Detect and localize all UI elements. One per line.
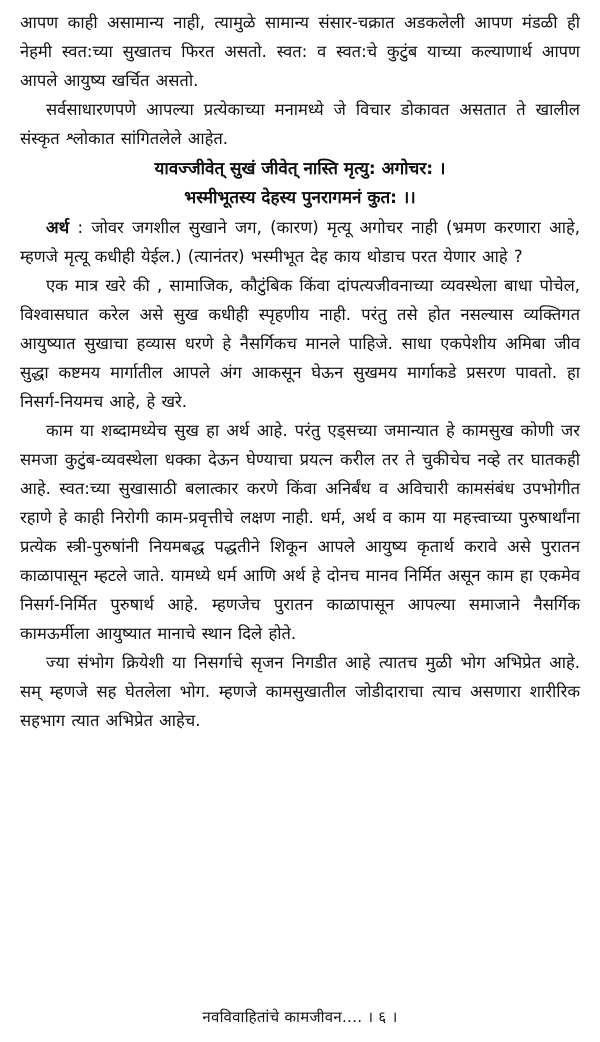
page-footer: नवविवाहितांचे कामजीवन.... । ६ । bbox=[202, 1008, 398, 1026]
artha-label: अर्थ bbox=[46, 218, 70, 237]
artha-text: : जोवर जगशील सुखाने जग, (कारण) मृत्यू अगोचर नाही (भ्रमण करणारा आहे, म्हणजे मृत्यू कधीही येईल.) (त्यानंतर) भस्मीभूत देह काय थोडाच परत येणार आहे ? bbox=[20, 218, 580, 266]
paragraph-1: आपण काही असामान्य नाही, त्यामुळे सामान्य संसार-चक्रात अडकलेली आपण मंडळी ही नेहमी स्वत:च्या सुखातच फिरत असतो. स्वत: व स्वत:चे कुटुंब याच्या कल्याणार्थ आपण आपले आयुष्य खर्चित असतो. bbox=[20, 13, 580, 90]
paragraph-2: सर्वसाधारणपणे आपल्या प्रत्येकाच्या मनामध्ये जे विचार डोकावत असतात ते खालील संस्कृत श्लोकात सांगितलेले आहेत. bbox=[20, 100, 580, 148]
paragraph-4: काम या शब्दामध्येच सुख हा अर्थ आहे. परंतु एड्सच्या जमान्यात हे कामसुख कोणी जर समजा कुटुंब-व्यवस्थेला धक्का देऊन घेण्याचा प्रयत्न करील तर ते चुकीचेच नव्हे तर घातकही आहे. स्वत:च्या सुखासाठी बलात्कार करणे किंवा अनिर्बंध व अविचारी कामसंबंध उपभोगीत रहाणे हे काही निरोगी काम-प्रवृत्तीचे लक्षण नाही. धर्म, अर्थ व काम या महत्त्वाच्या पुरुषार्थांना प्रत्येक स्त्री-पुरुषांनी नियमबद्ध पद्धतीने शिकून आपले आयुष्य कृतार्थ करावे असे पुरातन काळापासून म्हटले जाते. यामध्ये धर्म आणि अर्थ हे दोनच मानव निर्मित असून काम हा एकमेव निसर्ग-निर्मित पुरुषार्थ आहे. म्हणजेच पुरातन काळापासून आपल्या समाजाने नैसर्गिक कामऊर्मीला आयुष्यात मानाचे स्थान दिले होते. bbox=[20, 421, 580, 643]
artha-paragraph bbox=[20, 213, 580, 271]
paragraph-5: ज्या संभोग क्रियेशी या निसर्गाचे सृजन निगडीत आहे त्यातच मुळी भोग अभिप्रेत आहे. सम् म्हणजे सह घेतलेला भोग. म्हणजे कामसुखातील जोडीदाराचा त्याच असणारा शारीरिक सहभाग त्यात अभिप्रेत आहेच. bbox=[20, 653, 580, 730]
shloka-line-2: भस्मीभूतस्य देहस्य पुनरागमनं कुत: ।। bbox=[184, 188, 416, 208]
shloka-line-1: यावज्जीवेत् सुखं जीवेत् नास्ति मृत्यु: अगोचर: । bbox=[154, 159, 446, 179]
paragraph-3: एक मात्र खरे की , सामाजिक, कौटुंबिक किंवा दांपत्यजीवनाच्या व्यवस्थेला बाधा पोचेल, विश्वासघात करेल असे सुख कधीही स्पृहणीय नाही. परंतु तसे होत नसल्यास व्यक्तिगत आयुष्यात सुखाचा हव्यास धरणे हे नैसर्गिकच मानले पाहिजे. साधा एकपेशीय अमिबा जीव सुद्धा कष्टमय मार्गातील आपले अंग आकसून घेऊन सुखमय मार्गाकडे प्रसरण पावतो. हा निसर्ग-नियमच आहे, हे खरे. bbox=[20, 276, 580, 411]
